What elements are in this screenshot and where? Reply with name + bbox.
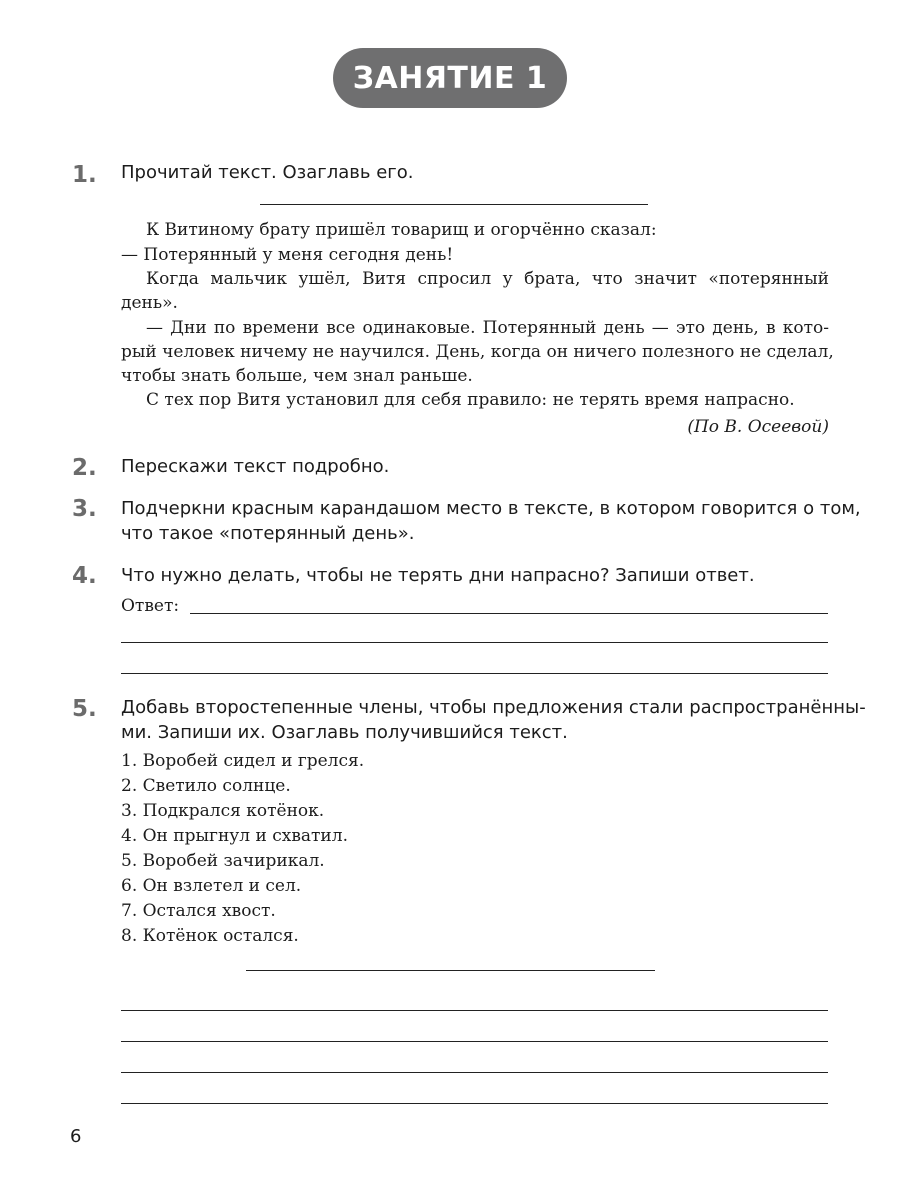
answer-line-2[interactable]: [121, 642, 828, 643]
lesson-title: ЗАНЯТИЕ 1: [352, 60, 548, 96]
writing-line-2[interactable]: [121, 1041, 828, 1042]
task-5-line-1: Добавь второстепенные члены, чтобы предложения стали распространённы-: [121, 697, 866, 718]
story-line-1: К Витиному брату пришёл товарищ и огорчённо сказал:: [146, 220, 657, 240]
story-line-6: рый человек ничему не научился. День, когда он ничего полезного не сделал,: [121, 342, 834, 362]
task-2-text: Перескажи текст подробно.: [121, 456, 390, 477]
task-5-line-2: ми. Запиши их. Озаглавь получившийся текст.: [121, 722, 568, 743]
title-blank-line[interactable]: [260, 204, 648, 205]
task-3-line-2: что такое «потерянный день».: [121, 523, 415, 544]
page-number: 6: [70, 1126, 82, 1147]
writing-line-4[interactable]: [121, 1103, 828, 1104]
story-line-2: — Потерянный у меня сегодня день!: [121, 245, 454, 265]
answer-line-1[interactable]: [190, 613, 828, 614]
story-line-7: чтобы знать больше, чем знал раньше.: [121, 366, 473, 386]
writing-line-3[interactable]: [121, 1072, 828, 1073]
sentence-8: 8. Котёнок остался.: [121, 926, 299, 946]
lesson-title-badge: [333, 48, 567, 108]
writing-line-1[interactable]: [121, 1010, 828, 1011]
sentence-2: 2. Светило солнце.: [121, 776, 291, 796]
task-4-number: 4.: [72, 563, 97, 589]
sentence-4: 4. Он прыгнул и схватил.: [121, 826, 348, 846]
task-3-number: 3.: [72, 496, 97, 522]
sentence-1: 1. Воробей сидел и грелся.: [121, 751, 365, 771]
task-1-text: Прочитай текст. Озаглавь его.: [121, 162, 414, 183]
sentence-7: 7. Остался хвост.: [121, 901, 276, 921]
answer-line-3[interactable]: [121, 673, 828, 674]
task-3-line-1: Подчеркни красным карандашом место в тексте, в котором говорится о том,: [121, 498, 861, 519]
sentence-6: 6. Он взлетел и сел.: [121, 876, 302, 896]
task-2-number: 2.: [72, 455, 97, 481]
story-line-8: С тех пор Витя установил для себя правило: не терять время напрасно.: [146, 390, 795, 410]
answer-label: Ответ:: [121, 596, 180, 616]
text-title-blank-line[interactable]: [246, 970, 655, 971]
story-line-3: Когда мальчик ушёл, Витя спросил у брата, что значит «потерянный: [146, 269, 829, 289]
sentence-5: 5. Воробей зачирикал.: [121, 851, 325, 871]
story-line-5: — Дни по времени все одинаковые. Потерянный день — это день, в кото-: [146, 318, 829, 338]
task-1-number: 1.: [72, 162, 97, 188]
story-line-4: день».: [121, 293, 178, 313]
task-5-number: 5.: [72, 696, 97, 722]
story-attribution: (По В. Осеевой): [687, 417, 829, 437]
task-4-text: Что нужно делать, чтобы не терять дни напрасно? Запиши ответ.: [121, 565, 755, 586]
sentence-3: 3. Подкрался котёнок.: [121, 801, 325, 821]
